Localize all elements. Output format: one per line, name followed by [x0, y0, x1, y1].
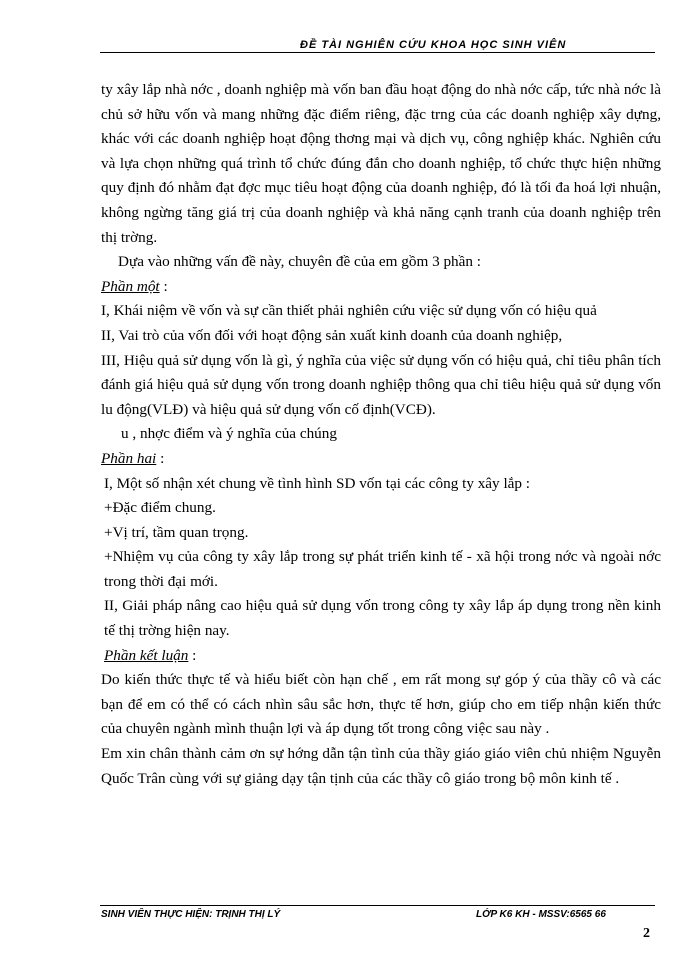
conclusion-paragraph-2: Em xin chân thành cảm ơn sự hớng dẫn tận tình của thầy giáo giáo viên chủ nhiệm Nguyễn Quốc Trân cùng với sự giảng dạy tận tịnh của các thầy cô giáo trong bộ môn kinh tế . — [101, 745, 661, 787]
part2-item-1: I, Một số nhận xét chung về tình hình SD vốn tại các công ty xây lắp : — [104, 474, 531, 492]
conclusion-heading-colon: : — [188, 646, 197, 664]
structure-intro: Dựa vào những vấn đề này, chuyên đề của em gồm 3 phần : — [118, 253, 481, 271]
part1-item-4: u , nhợc điểm và ý nghĩa của chúng — [121, 425, 337, 443]
footer-class-id: LỚP K6 KH - MSSV:6565 66 — [476, 909, 606, 920]
part2-heading-line — [101, 447, 661, 472]
document-body — [101, 78, 661, 791]
part1-heading-colon: : — [159, 277, 168, 295]
footer-author: SINH VIÊN THỰC HIỆN: TRỊNH THỊ LÝ — [101, 909, 281, 920]
intro-paragraph: ty xây lắp nhà nớc , doanh nghiệp mà vốn ban đầu hoạt động do nhà nớc cấp, tức nhà nớc là chủ sở hữu vốn và mang những đặc điểm riêng, đặc trng của các doanh nghiệp xây dựng, khác với các doanh nghiệp hoạt động thơng mại và dịch vụ, công nghiệp khác. Nghiên cứu và lựa chọn những quá trình tổ chức đúng đắn cho doanh nghiệp, tổ chức thực hiện những quy định đó nhằm đạt đợc mục tiêu hoạt động của doanh nghiệp, đó là tối đa hoá lợi nhuận, không ngừng tăng giá trị của doanh nghiệp và khả năng cạnh tranh của doanh nghiệp trên thị trờng. — [101, 81, 661, 246]
part2-heading: Phần hai — [101, 449, 157, 467]
part1-item-1: I, Khái niệm về vốn và sự cần thiết phải nghiên cứu việc sử dụng vốn có hiệu quả — [101, 302, 597, 320]
part1-item-2: II, Vai trò của vốn đối với hoạt động sản xuất kinh doanh của doanh nghiệp, — [101, 326, 563, 344]
part2-bullet-3: +Nhiệm vụ của công ty xây lắp trong sự phát triển kinh tế - xã hội trong nớc và ngoài nớc trong thời đại mới. — [104, 548, 661, 590]
conclusion-heading: Phần kết luận — [104, 646, 189, 664]
header-divider — [100, 52, 655, 53]
part2-item-2: II, Giải pháp nâng cao hiệu quả sử dụng vốn trong công ty xây lắp áp dụng trong nền kinh tế thị trờng hiện nay. — [104, 597, 661, 640]
footer-divider — [100, 905, 655, 906]
part1-heading: Phần một — [101, 277, 160, 295]
page-header-title: ĐỀ TÀI NGHIÊN CỨU KHOA HỌC SINH VIÊN — [300, 39, 567, 51]
conclusion-heading-line — [101, 644, 661, 669]
part2-bullet-2: +Vị trí, tầm quan trọng. — [104, 523, 249, 541]
part2-heading-colon: : — [156, 449, 165, 467]
part1-heading-line — [101, 275, 661, 300]
part1-item-3: III, Hiệu quả sử dụng vốn là gì, ý nghĩa của việc sử dụng vốn có hiệu quả, chỉ tiêu phân tích đánh giá hiệu quả sử dụng vốn trong doanh nghiệp thông qua chỉ tiêu hiệu quả sử dụng vốn lu động(VLĐ) và hiệu quả sử dụng vốn cố định(VCĐ). — [101, 351, 661, 418]
page-number: 2 — [643, 926, 650, 941]
conclusion-paragraph-1: Do kiến thức thực tế và hiểu biết còn hạn chế , em rất mong sự góp ý của thầy cô và các bạn để em có thể có cách nhìn sâu sắc hơn, thực tế hơn, giúp cho em tiếp nhận kiến thức của chuyên ngành mình thuận lợi và áp dụng tốt trong công việc sau này . — [101, 671, 661, 738]
part2-bullet-1: +Đặc điểm chung. — [104, 499, 216, 517]
